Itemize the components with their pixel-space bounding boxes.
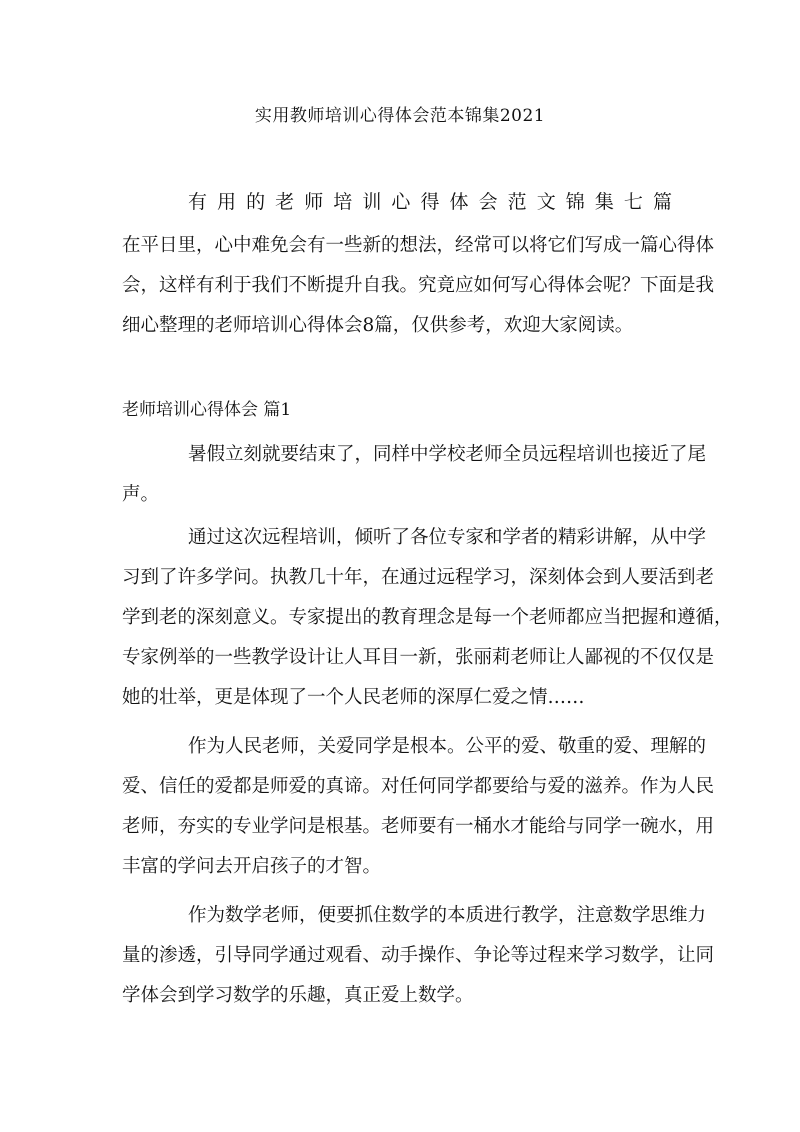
section-heading: 老师培训心得体会 篇1 [122, 400, 292, 420]
intro-line: 在平日里，心中难免会有一些新的想法，经常可以将它们写成一篇心得体 [122, 235, 715, 256]
paragraph-line: 爱、信任的爱都是师爱的真谛。对任何同学都要给与爱的滋养。作为人民 [122, 776, 715, 797]
paragraph-line: 暑假立刻就要结束了，同样中学校老师全员远程培训也接近了尾 [188, 444, 707, 465]
paragraph-line: 声。 [122, 484, 160, 505]
intro-line: 会，这样有利于我们不断提升自我。究竟应如何写心得体会呢？下面是我 [122, 275, 715, 296]
paragraph-line: 作为数学老师，便要抓住数学的本质进行教学，注意数学思维力 [188, 905, 707, 926]
intro-line: 细心整理的老师培训心得体会8篇，仅供参考，欢迎大家阅读。 [122, 315, 634, 336]
paragraph-line: 学体会到学习数学的乐趣，真正爱上数学。 [122, 985, 474, 1006]
paragraph-line: 习到了许多学问。执教几十年，在通过远程学习，深刻体会到人要活到老 [122, 567, 715, 588]
paragraph-line: 她的壮举，更是体现了一个人民老师的深厚仁爱之情…… [122, 687, 585, 708]
paragraph-line: 老师，夯实的专业学问是根基。老师要有一桶水才能给与同学一碗水，用 [122, 816, 715, 837]
document-title: 实用教师培训心得体会范本锦集2021 [254, 106, 546, 126]
paragraph-line: 通过这次远程培训，倾听了各位专家和学者的精彩讲解，从中学 [188, 527, 707, 548]
document-subtitle: 有用的老师培训心得体会范文锦集七篇 [188, 191, 672, 213]
paragraph-line: 丰富的学问去开启孩子的才智。 [122, 856, 382, 877]
paragraph-line: 量的渗透，引导同学通过观看、动手操作、争论等过程来学习数学，让同 [122, 945, 715, 966]
paragraph-line: 专家例举的一些教学设计让人耳目一新，张丽莉老师让人鄙视的不仅仅是 [122, 647, 715, 668]
paragraph-line: 学到老的深刻意义。专家提出的教育理念是每一个老师都应当把握和遵循， [122, 607, 733, 628]
paragraph-line: 作为人民老师，关爱同学是根本。公平的爱、敬重的爱、理解的 [188, 736, 707, 757]
